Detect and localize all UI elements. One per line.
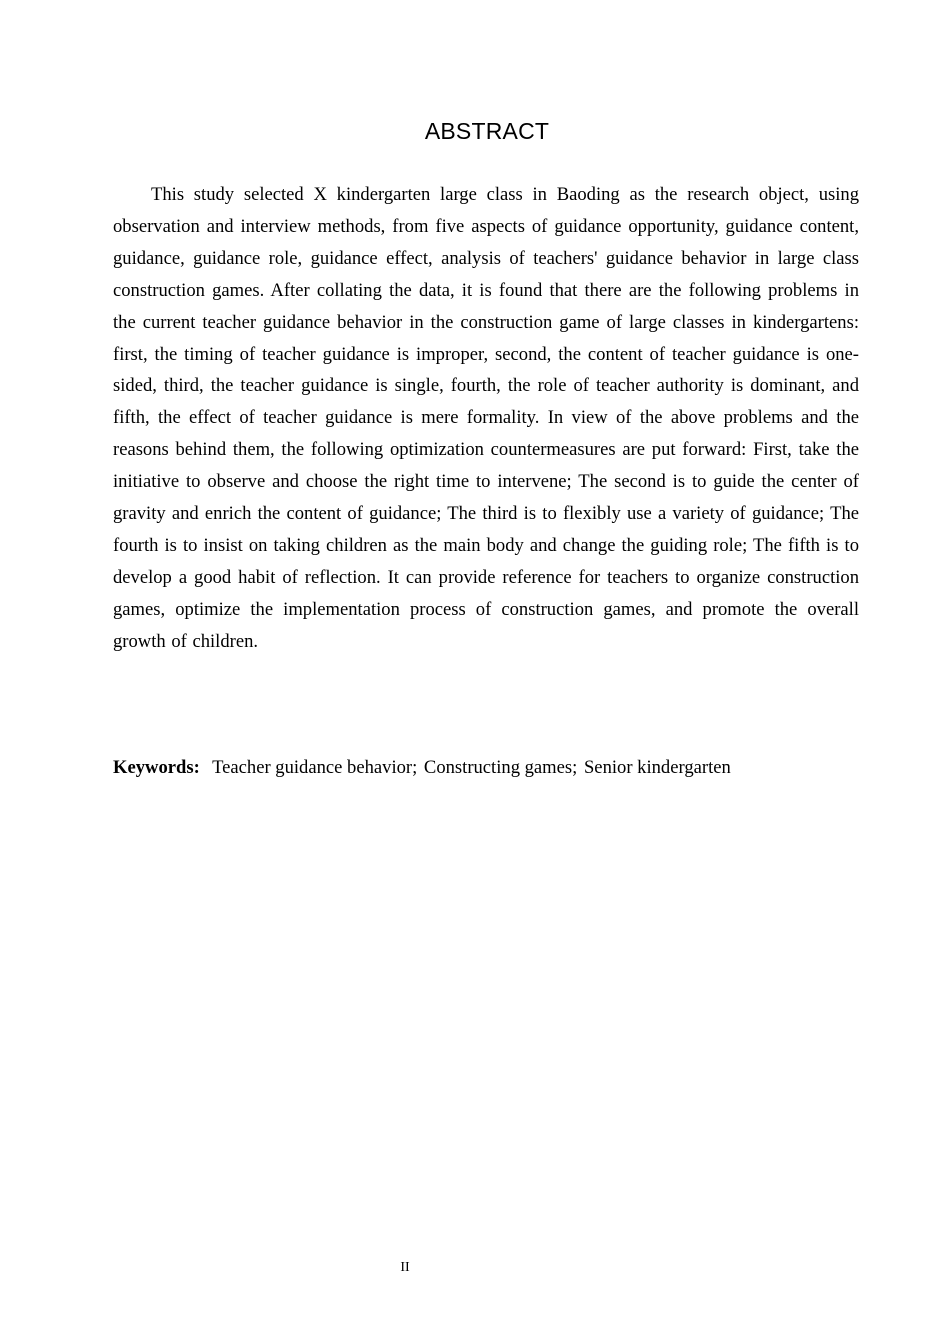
keyword-item: Senior kindergarten	[583, 757, 731, 778]
keywords-label: Keywords:	[113, 757, 200, 778]
keyword-item: Teacher guidance behavior;	[212, 757, 418, 778]
keyword-item: Constructing games;	[423, 757, 578, 778]
abstract-body: This study selected X kindergarten large class in Baoding as the research object, using observation and interview methods, from five aspects of guidance opportunity, guidance content, guidance, guidance role, guidance effect, analysis of teachers' guidance behavior in large class construction games. After collating the data, it is found that there are the following problems in the current teacher guidance behavior in the construction game of large classes in kindergartens: first, the timing of teacher guidance is improper, second, the content of teacher guidance is one-sided, third, the teacher guidance is single, fourth, the role of teacher authority is dominant, and fifth, the effect of teacher guidance is mere formality. In view of the above problems and the reasons behind them, the following optimization countermeasures are put forward: First, take the initiative to observe and choose the right time to intervene; The second is to guide the center of gravity and enrich the content of guidance; The third is to flexibly use a variety of guidance; The fourth is to insist on taking children as the main body and change the guiding role; The fifth is to develop a good habit of reflection. It can provide reference for teachers to organize construction games, optimize the implementation process of construction games, and promote the overall growth of children.	[113, 184, 859, 652]
abstract-title: ABSTRACT	[424, 118, 550, 144]
keywords-line	[113, 754, 859, 782]
page-number: II	[400, 1260, 410, 1275]
